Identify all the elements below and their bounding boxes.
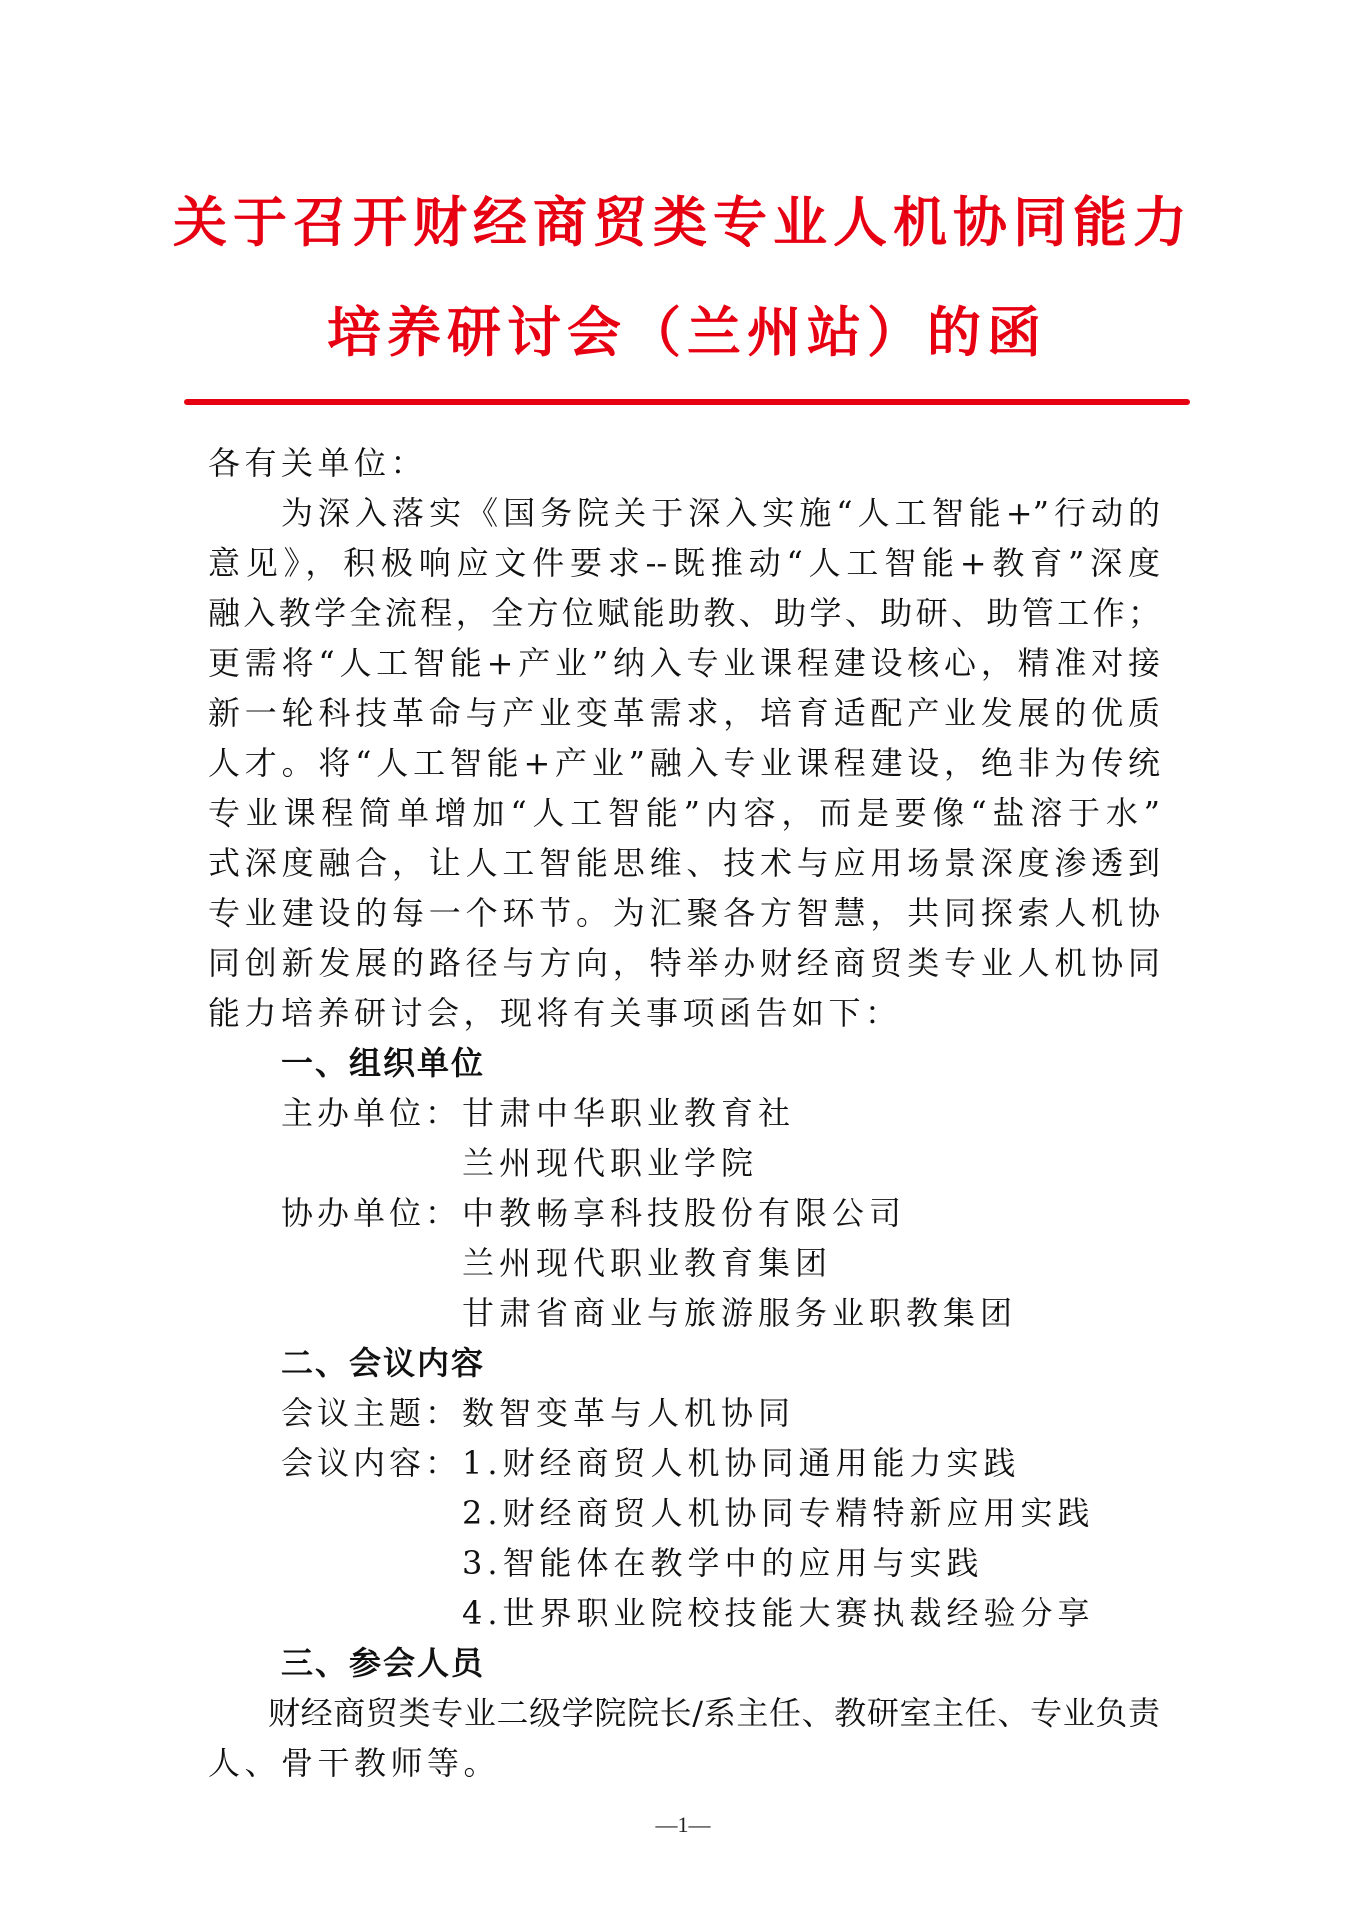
field-value: 数智变革与人机协同 (462, 1394, 796, 1432)
field-value: 甘肃省商业与旅游服务业职教集团 (462, 1294, 1018, 1332)
field-value: 甘肃中华职业教育社 (462, 1094, 796, 1132)
paragraph-line: 专业建设的每一个环节。为汇聚各方智慧，共同探索人机协 (208, 894, 1160, 932)
field-label: 会议内容： (281, 1444, 462, 1482)
paragraph-line: 人才。将“人工智能+产业”融入专业课程建设，绝非为传统 (208, 744, 1160, 782)
salutation: 各有关单位： (208, 444, 428, 482)
agenda-item: 3.智能体在教学中的应用与实践 (462, 1544, 984, 1582)
field-value: 兰州现代职业教育集团 (462, 1244, 833, 1282)
paragraph-line: 同创新发展的路径与方向，特举办财经商贸类专业人机协同 (208, 944, 1160, 982)
field-label: 会议主题： (281, 1394, 462, 1432)
field-label: 主办单位： (281, 1094, 462, 1132)
paragraph-line: 能力培养研讨会，现将有关事项函告如下： (208, 994, 902, 1032)
section-heading: 三、参会人员 (281, 1644, 486, 1682)
document-title-line-1: 关于召开财经商贸类专业人机协同能力 (173, 191, 1193, 254)
paragraph-line: 为深入落实《国务院关于深入实施“人工智能+”行动的 (281, 494, 1160, 532)
field-label: 协办单位： (281, 1194, 462, 1232)
paragraph-line: 意见》，积极响应文件要求--既推动“人工智能+教育”深度 (208, 544, 1160, 582)
page-number: —1— (655, 1812, 711, 1837)
paragraph-line: 人、骨干教师等。 (208, 1744, 501, 1782)
paragraph-line: 财经商贸类专业二级学院院长/系主任、教研室主任、专业负责 (268, 1694, 1160, 1732)
paragraph-line: 式深度融合，让人工智能思维、技术与应用场景深度渗透到 (208, 844, 1160, 882)
agenda-item: 2.财经商贸人机协同专精特新应用实践 (462, 1494, 1095, 1532)
paragraph-line: 融入教学全流程，全方位赋能助教、助学、助研、助管工作； (208, 594, 1160, 632)
paragraph-line: 新一轮科技革命与产业变革需求，培育适配产业发展的优质 (208, 694, 1160, 732)
field-value: 兰州现代职业学院 (462, 1144, 759, 1182)
agenda-item: 4.世界职业院校技能大赛执裁经验分享 (462, 1594, 1095, 1632)
paragraph-line: 更需将“人工智能+产业”纳入专业课程建设核心，精准对接 (208, 644, 1160, 682)
field-value: 中教畅享科技股份有限公司 (462, 1194, 907, 1232)
document-title-line-2: 培养研讨会（兰州站）的函 (327, 301, 1047, 364)
section-heading: 二、会议内容 (281, 1344, 486, 1382)
section-heading: 一、组织单位 (281, 1044, 486, 1082)
red-divider-rule (184, 399, 1190, 405)
agenda-item: 1.财经商贸人机协同通用能力实践 (462, 1444, 1021, 1482)
paragraph-line: 专业课程简单增加“人工智能”内容，而是要像“盐溶于水” (208, 794, 1160, 832)
